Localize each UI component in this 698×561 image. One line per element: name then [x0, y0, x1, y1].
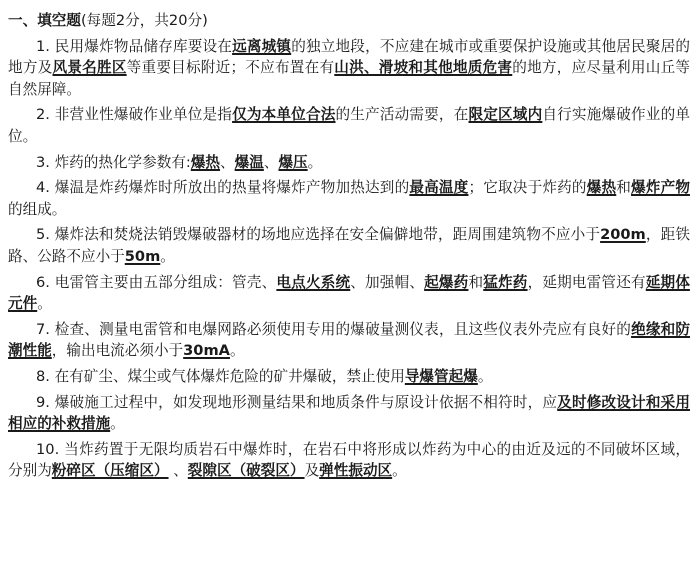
question-text: 、 [168, 462, 188, 480]
question-text: ，距铁路、公路不应小于 [8, 226, 690, 265]
question-text: 和 [616, 179, 632, 197]
question-text: 。 [37, 295, 52, 313]
question-text: 。 [229, 342, 245, 360]
question-text: 7. 检查、测量电雷管和电爆网路必须使用专用的爆破量测仪表，且这些仪表外壳应有良好的 [36, 320, 632, 338]
answer-text: 200m [600, 226, 646, 244]
question-text: 、 [263, 153, 279, 171]
answer-text: 粉碎区（压缩区） [51, 462, 169, 480]
answer-text: 爆温 [234, 153, 264, 171]
section-heading [8, 10, 690, 32]
question-text: 及 [304, 462, 320, 480]
question-text: 6. 电雷管主要由五部分组成：管壳、 [36, 273, 277, 291]
section-title: 一、填空题 [8, 12, 81, 29]
question-item [8, 36, 690, 101]
question-text: 的独立地段，不应建在城市或重要保护设施或其他居民聚居的地方及 [8, 37, 690, 77]
question-text: 等重要目标附近；不应布置在有 [126, 59, 335, 77]
question-text: ，延期电雷管还有 [527, 273, 646, 291]
answer-text: 仅为本单位合法 [232, 106, 336, 124]
question-text: 、加强帽、 [350, 273, 425, 291]
answer-text: 弹性振动区 [319, 462, 393, 480]
answer-text: 爆热 [586, 179, 617, 197]
answer-text: 30mA [183, 342, 230, 360]
answer-text: 及时修改设计和采用相应的补救措施 [8, 393, 690, 433]
answer-text: 导爆管起爆 [404, 367, 478, 385]
answer-text: 裂隙区（破裂区） [187, 462, 305, 480]
question-text: ；它取决于炸药的 [468, 179, 587, 197]
answer-text: 爆压 [278, 153, 308, 171]
question-item [8, 319, 690, 362]
question-text: 3. 炸药的热化学参数有: [36, 153, 191, 171]
question-list [8, 36, 690, 482]
question-text: 。 [307, 153, 323, 171]
question-text: 和 [468, 273, 484, 291]
question-text: ，输出电流必须小于 [51, 342, 184, 360]
question-text: 。 [110, 415, 125, 433]
answer-text: 远离城镇 [232, 37, 292, 55]
answer-text: 起爆药 [424, 273, 469, 291]
answer-text: 风景名胜区 [52, 59, 127, 77]
question-item [8, 224, 690, 267]
question-item [8, 272, 690, 315]
question-text: 。 [477, 367, 493, 385]
question-text: 9. 爆破施工过程中，如发现地形测量结果和地质条件与原设计依据不相符时，应 [36, 393, 558, 411]
question-text: 、 [220, 153, 235, 171]
answer-text: 50m [124, 247, 161, 265]
answer-text: 绝缘和防潮性能 [8, 320, 690, 360]
question-item [8, 152, 690, 174]
section-subtitle: (每题2分，共20分) [80, 12, 208, 29]
exam-document [8, 10, 690, 486]
answer-text: 延期体元件 [8, 273, 690, 313]
question-text: 10. 当炸药置于无限均质岩石中爆炸时，在岩石中将形成以炸药为中心的由近及远的不同破坏区域，分别为 [8, 440, 690, 480]
answer-text: 爆炸产物 [631, 179, 690, 197]
question-text: 的地方，应尽量利用山丘等自然屏障。 [8, 59, 690, 98]
question-text: 8. 在有矿尘、煤尘或气体爆炸危险的矿井爆破，禁止使用 [36, 367, 405, 385]
question-text: 。 [392, 462, 407, 480]
answer-text: 爆热 [190, 153, 221, 171]
question-item [8, 366, 690, 388]
question-item [8, 439, 690, 482]
question-text: 4. 爆温是炸药爆炸时所放出的热量将爆炸产物加热达到的 [36, 179, 410, 197]
answer-text: 猛炸药 [483, 273, 528, 291]
question-item [8, 392, 690, 435]
question-text: 。 [160, 247, 175, 265]
answer-text: 山洪、滑坡和其他地质危害 [334, 59, 513, 77]
question-text: 1. 民用爆炸物品储存库要设在 [36, 37, 233, 55]
answer-text: 限定区域内 [468, 106, 543, 124]
question-text: 的生产活动需要，在 [335, 106, 469, 124]
question-text: 自行实施爆破作业的单位。 [8, 106, 690, 145]
answer-text: 电点火系统 [276, 273, 351, 291]
question-item [8, 104, 690, 147]
question-text: 2. 非营业性爆破作业单位是指 [36, 106, 233, 124]
question-text: 5. 爆炸法和焚烧法销毁爆破器材的场地应选择在安全偏僻地带，距周围建筑物不应小于 [36, 226, 601, 244]
answer-text: 最高温度 [409, 179, 469, 197]
question-item [8, 177, 690, 220]
question-text: 的组成。 [8, 200, 67, 218]
